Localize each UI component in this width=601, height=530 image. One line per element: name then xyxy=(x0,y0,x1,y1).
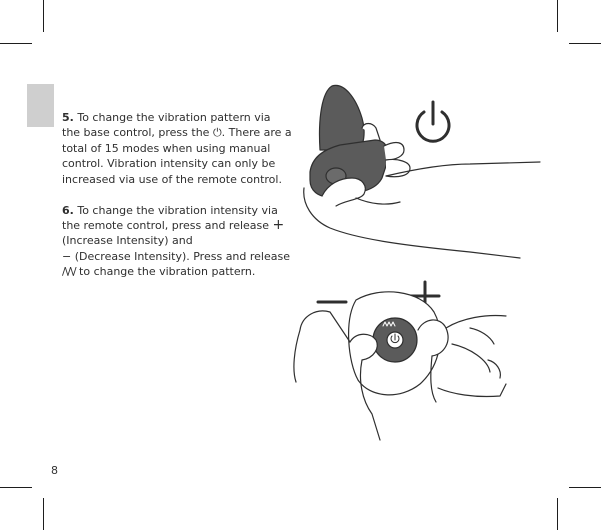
step-text: (Increase Intensity) and xyxy=(62,234,193,248)
wave-icon: /\/\/ xyxy=(62,265,76,279)
plus-icon: + xyxy=(272,216,285,233)
step-text: To change the vibration intensity via the remote control, press and release xyxy=(62,203,278,232)
power-icon: ⏻ xyxy=(212,126,222,140)
page-number: 8 xyxy=(51,464,58,477)
step-number: 6. xyxy=(62,203,74,217)
step-text: (Decrease Intensity). Press and release xyxy=(74,249,290,263)
minus-icon: − xyxy=(62,249,72,263)
step-text: . There are a total of 15 modes when using manual control. Vibration intensity can only be increased via use of the remote control. xyxy=(62,126,292,186)
step-number: 5. xyxy=(62,111,74,124)
step-text: to change the vibration pattern. xyxy=(79,265,256,279)
step-text: To change the vibration pattern via the base control, press the xyxy=(62,111,271,140)
